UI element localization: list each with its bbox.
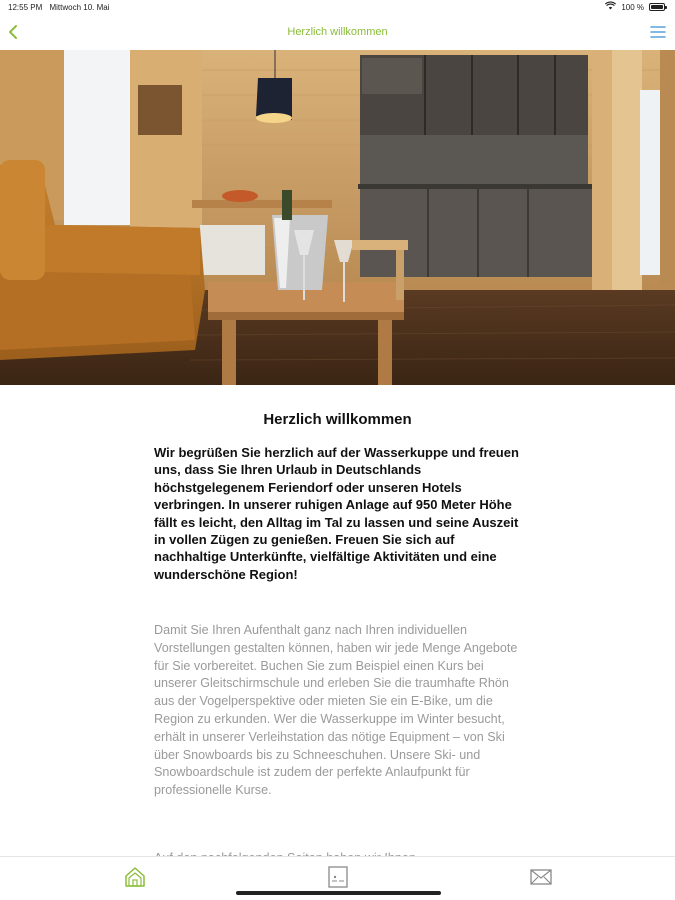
article-body: Damit Sie Ihren Aufenthalt ganz nach Ihren individuellen Vorstellungen gestalten können, haben wir jede Menge Angebote für Sie vorbereitet. Buchen Sie zum Beispiel einen Kurs bei unserer Gleitschirmschule und erleben Sie die traumhafte Rhön aus der Vogelperspektive oder mieten Sie ein E-Bike, um die Region zu erkunden. Wer die Wasserkuppe im Winter besucht, erhält in unserer Verleihstation das nötige Equipment – von Ski über Snowboards bis zu Schneeschuhen. Unsere Ski- und Snowboardschule ist zudem der perfekte Anlaufpunkt für professionelle Kurse. <box>154 623 518 798</box>
tab-mail[interactable] <box>528 865 554 889</box>
home-indicator[interactable] <box>236 891 441 895</box>
status-time: 12:55 PM <box>8 3 43 12</box>
article-content <box>0 386 675 856</box>
status-left <box>8 3 110 12</box>
apartment-interior-photo <box>0 50 675 385</box>
nav-title: Herzlich willkommen <box>287 26 388 38</box>
navigation-bar <box>0 16 675 50</box>
mail-icon <box>529 868 553 886</box>
tab-home[interactable] <box>122 865 148 889</box>
hamburger-menu-icon <box>649 24 667 40</box>
home-icon <box>123 866 147 888</box>
battery-icon <box>649 3 665 11</box>
menu-button[interactable] <box>649 24 667 40</box>
article-title: Herzlich willkommen <box>263 411 412 428</box>
status-right <box>605 2 665 12</box>
document-icon <box>327 865 349 889</box>
wifi-icon <box>605 2 616 12</box>
article-intro: Wir begrüßen Sie herzlich auf der Wasserkuppe und freuen uns, dass Sie Ihren Urlaub in Deutschlands höchstgelegenem Feriendorf oder unseren Hotels verbringen. In unserer ruhigen Anlage auf 950 Meter Höhe fällt es leicht, den Alltag im Tal zu lassen und seine Auszeit in vollen Zügen zu genießen. Freuen Sie sich auf nachhaltige Unterkünfte, vielfältige Aktivitäten und eine wunderschöne Region! <box>154 445 519 582</box>
status-bar <box>0 0 675 16</box>
status-date: Mittwoch 10. Mai <box>49 3 110 12</box>
tab-document[interactable] <box>325 865 351 889</box>
battery-percent: 100 % <box>621 2 644 12</box>
hero-image <box>0 50 675 385</box>
